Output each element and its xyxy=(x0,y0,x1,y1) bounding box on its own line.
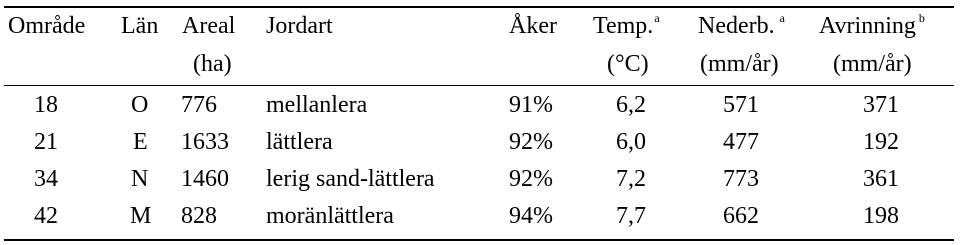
cell-lan: E xyxy=(133,129,148,155)
header-nederb-unit: (mm/år) xyxy=(700,51,779,77)
cell-avrinning: 192 xyxy=(863,129,899,155)
cell-areal: 1633 xyxy=(181,129,229,155)
header-nederb-label: Nederb. xyxy=(698,13,775,39)
cell-nederb: 571 xyxy=(723,92,759,118)
cell-jordart: lättlera xyxy=(266,129,333,155)
bottom-rule xyxy=(4,239,954,241)
cell-nederb: 477 xyxy=(723,129,759,155)
cell-omrade: 42 xyxy=(34,203,58,229)
header-nederb xyxy=(698,12,785,43)
header-avrinning-unit: (mm/år) xyxy=(833,51,912,77)
header-omrade: Område xyxy=(8,13,86,39)
cell-avrinning: 198 xyxy=(863,203,899,229)
header-temp-unit: (°C) xyxy=(607,51,649,77)
cell-aker: 92% xyxy=(509,129,553,155)
header-areal: Areal xyxy=(182,13,236,39)
header-temp-label: Temp. xyxy=(593,13,654,39)
cell-lan: N xyxy=(131,166,149,192)
cell-avrinning: 361 xyxy=(863,166,899,192)
header-temp-footnote: a xyxy=(654,11,660,25)
cell-nederb: 773 xyxy=(723,166,759,192)
cell-omrade: 18 xyxy=(34,92,58,118)
cell-temp: 6,0 xyxy=(616,129,646,155)
cell-temp: 7,7 xyxy=(616,203,646,229)
header-avrinning-label: Avrinning xyxy=(819,13,916,39)
cell-jordart: lerig sand-lättlera xyxy=(266,166,435,192)
cell-jordart: moränlättlera xyxy=(266,203,394,229)
header-nederb-footnote: a xyxy=(779,11,785,25)
cell-omrade: 34 xyxy=(34,166,58,192)
header-avrinning-footnote: b xyxy=(918,11,925,25)
cell-areal: 828 xyxy=(181,203,217,229)
header-areal-unit: (ha) xyxy=(193,51,232,77)
cell-areal: 1460 xyxy=(181,166,229,192)
cell-areal: 776 xyxy=(181,92,217,118)
cell-jordart: mellanlera xyxy=(266,92,368,118)
cell-avrinning: 371 xyxy=(863,92,899,118)
header-jordart: Jordart xyxy=(266,13,333,39)
cell-temp: 6,2 xyxy=(616,92,646,118)
top-rule xyxy=(4,6,954,8)
cell-omrade: 21 xyxy=(34,129,58,155)
header-rule xyxy=(4,85,954,86)
cell-lan: O xyxy=(131,92,149,118)
header-temp xyxy=(593,12,660,43)
header-avrinning xyxy=(819,12,925,43)
cell-aker: 94% xyxy=(509,203,553,229)
header-aker: Åker xyxy=(509,13,557,39)
cell-nederb: 662 xyxy=(723,203,759,229)
header-lan: Län xyxy=(121,13,159,39)
cell-aker: 92% xyxy=(509,166,553,192)
cell-lan: M xyxy=(130,203,152,229)
cell-temp: 7,2 xyxy=(616,166,646,192)
cell-aker: 91% xyxy=(509,92,553,118)
